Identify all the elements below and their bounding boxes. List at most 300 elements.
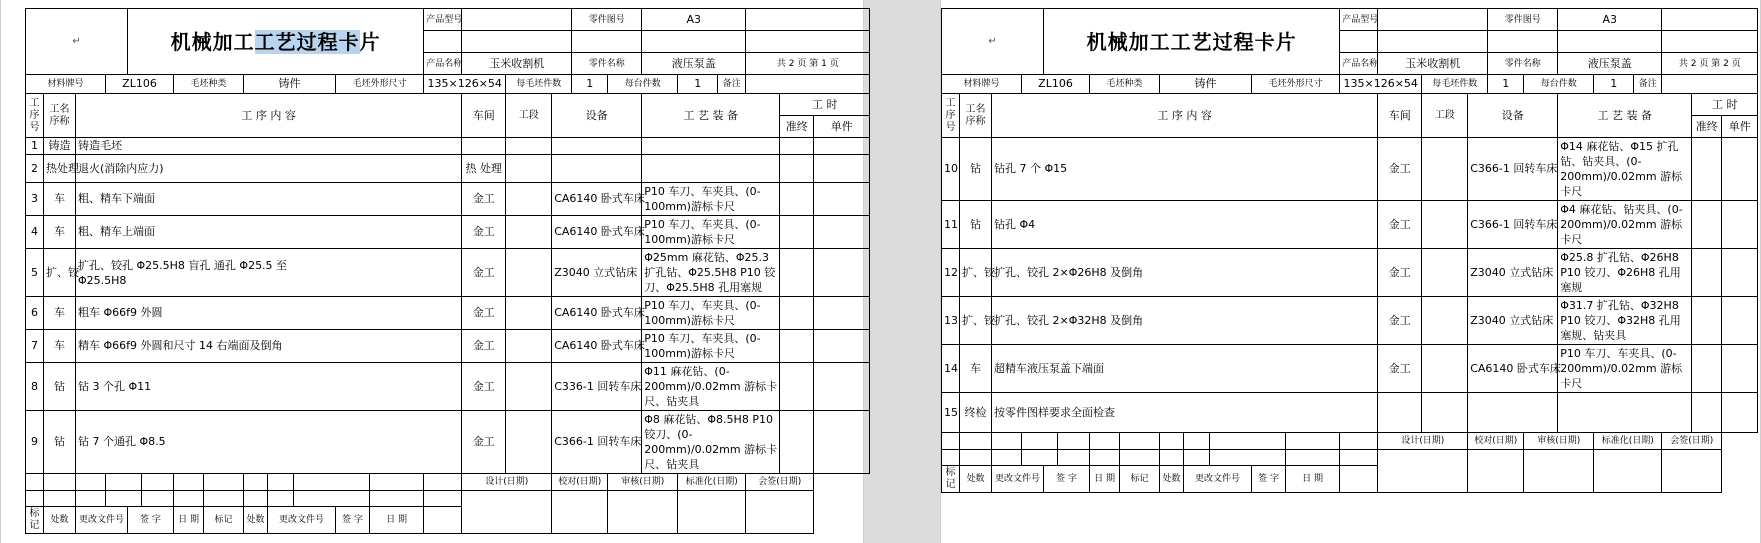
op-std <box>780 155 814 183</box>
op-equipment <box>552 138 642 155</box>
card-title: 机械加工工艺过程卡片 <box>1044 9 1340 75</box>
col-equipment: 设备 <box>552 94 642 138</box>
op-equipment: CA6140 卧式车床 <box>552 297 642 330</box>
op-tooling: P10 车刀、车夹具、(0-100mm)游标卡尺 <box>642 297 780 330</box>
op-no: 14 <box>942 345 960 393</box>
process-card-table-2 <box>941 8 1758 493</box>
col-std: 准终 <box>780 116 814 138</box>
op-section <box>1422 393 1468 433</box>
op-workshop: 金工 <box>462 363 506 411</box>
op-tooling <box>642 155 780 183</box>
op-content: 超精车液压泵盖下端面 <box>992 345 1378 393</box>
op-tooling: Φ4 麻花钻、钻夹具、(0-200mm)/0.02mm 游标卡尺 <box>1558 201 1692 249</box>
label-per-blank: 每毛坯件数 <box>506 75 572 94</box>
blank-cell <box>642 31 746 53</box>
blank-cell <box>1120 433 1160 450</box>
col-section: 工段 <box>506 94 552 138</box>
op-workshop: 金工 <box>1378 297 1422 345</box>
op-std <box>780 183 814 216</box>
op-unit <box>814 249 870 297</box>
label-countersign: 会签(日期) <box>1662 433 1722 450</box>
op-std <box>780 138 814 155</box>
blank-cell <box>204 474 244 491</box>
op-std <box>780 363 814 411</box>
op-unit <box>814 138 870 155</box>
op-tooling: Φ31.7 扩孔钻、Φ32H8 P10 铰刀、Φ32H8 孔用塞规、钻夹具 <box>1558 297 1692 345</box>
blank-cell <box>294 474 370 491</box>
blank-cell <box>1662 31 1758 53</box>
op-std <box>780 297 814 330</box>
col-hours: 工 时 <box>780 94 870 116</box>
review-sign[interactable] <box>1524 450 1594 493</box>
value-part-drawing-no[interactable]: A3 <box>642 9 746 31</box>
op-equipment: Z3040 立式钻床 <box>1468 297 1558 345</box>
op-workshop <box>1378 393 1422 433</box>
op-workshop: 金工 <box>1378 345 1422 393</box>
op-equipment: CA6140 卧式车床 <box>552 216 642 249</box>
op-std <box>780 411 814 474</box>
blank-cell <box>26 491 44 507</box>
label-proof: 校对(日期) <box>1468 433 1524 450</box>
op-no: 11 <box>942 201 960 249</box>
blank-cell <box>26 474 44 491</box>
value-part-name[interactable]: 液压泵盖 <box>642 53 746 75</box>
value-per-blank[interactable]: 1 <box>572 75 608 94</box>
blank-cell <box>174 491 204 507</box>
blank-cell <box>424 491 462 507</box>
op-workshop: 热 处理 <box>462 155 506 183</box>
op-unit <box>1722 297 1758 345</box>
col-hours: 工 时 <box>1692 94 1758 116</box>
label-count: 处数 <box>960 466 992 493</box>
op-unit <box>814 155 870 183</box>
standard-sign[interactable] <box>1594 450 1662 493</box>
op-name: 终检 <box>960 393 992 433</box>
blank-cell <box>1340 31 1378 53</box>
label-remarks: 备注 <box>718 75 746 94</box>
blank-cell <box>1286 450 1340 466</box>
label-blank-size: 毛坯外形尺寸 <box>1252 75 1340 94</box>
op-equipment: CA6140 卧式车床 <box>552 183 642 216</box>
op-section <box>506 363 552 411</box>
label-count: 处数 <box>44 507 76 534</box>
op-std <box>1692 297 1722 345</box>
op-name: 车 <box>960 345 992 393</box>
label-blank-type: 毛坯种类 <box>1090 75 1160 94</box>
value-part-drawing-no[interactable]: A3 <box>1558 9 1662 31</box>
label-mark: 标记 <box>1120 466 1160 493</box>
blank-cell <box>942 433 960 450</box>
table-row <box>942 345 1758 393</box>
op-std <box>1692 201 1722 249</box>
blank-cell <box>76 491 106 507</box>
design-sign[interactable] <box>462 491 552 534</box>
blank-cell <box>268 491 294 507</box>
op-tooling: Φ14 麻花钻、Φ15 扩孔钻、钻夹具、(0-200mm)/0.02mm 游标卡尺 <box>1558 138 1692 201</box>
col-unit: 单件 <box>814 116 870 138</box>
table-row <box>942 393 1758 433</box>
col-equipment: 设备 <box>1468 94 1558 138</box>
blank-cell <box>370 491 424 507</box>
blank-cell <box>1160 433 1184 450</box>
label-blank-type: 毛坯种类 <box>174 75 244 94</box>
label-proof: 校对(日期) <box>552 474 608 491</box>
op-workshop: 金工 <box>462 216 506 249</box>
label-design: 设计(日期) <box>462 474 552 491</box>
blank-cell <box>1058 433 1090 450</box>
op-workshop: 金工 <box>462 183 506 216</box>
op-std <box>780 330 814 363</box>
op-workshop: 金工 <box>462 330 506 363</box>
col-unit: 单件 <box>1722 116 1758 138</box>
blank-cell <box>746 31 870 53</box>
op-no: 3 <box>26 183 44 216</box>
blank-cell <box>142 491 174 507</box>
blank-cell <box>960 433 992 450</box>
op-content: 按零件图样要求全面检查 <box>992 393 1378 433</box>
op-std <box>1692 249 1722 297</box>
op-workshop: 金工 <box>462 297 506 330</box>
page-count: 共 2 页 第 1 页 <box>746 53 870 75</box>
label-part-drawing-no: 零件图号 <box>572 9 642 31</box>
value-product-model[interactable] <box>1378 9 1488 31</box>
value-material[interactable]: ZL106 <box>1022 75 1090 94</box>
op-unit <box>1722 393 1758 433</box>
op-name: 车 <box>44 297 76 330</box>
label-product-model: 产品型号 <box>1340 9 1378 31</box>
review-sign[interactable] <box>608 491 678 534</box>
col-op-no: 工序号 <box>942 94 960 138</box>
op-equipment: CA6140 卧式车床 <box>552 330 642 363</box>
label-mark: 标记 <box>204 507 244 534</box>
label-date: 日 期 <box>1286 466 1340 493</box>
op-section <box>506 249 552 297</box>
blank-cell <box>1340 466 1378 493</box>
op-std <box>780 216 814 249</box>
op-equipment: C366-1 回转车床 <box>1468 201 1558 249</box>
op-section <box>506 155 552 183</box>
document-page-2 <box>940 0 1761 543</box>
label-change-doc: 更改文件号 <box>1184 466 1252 493</box>
proof-sign[interactable] <box>552 491 608 534</box>
label-standard: 标准化(日期) <box>1594 433 1662 450</box>
label-date: 日 期 <box>174 507 204 534</box>
label-signature: 签 字 <box>1252 466 1286 493</box>
value-per-unit[interactable]: 1 <box>1594 75 1634 94</box>
op-unit <box>1722 201 1758 249</box>
value-remarks[interactable] <box>746 75 870 94</box>
label-change-doc: 更改文件号 <box>268 507 336 534</box>
blank-cell <box>1378 31 1488 53</box>
label-date: 日 期 <box>370 507 424 534</box>
blank-cell <box>1558 31 1662 53</box>
value-per-blank[interactable]: 1 <box>1488 75 1524 94</box>
op-tooling: Φ8 麻花钻、Φ8.5H8 P10 铰刀、(0-200mm)/0.02mm 游标卡尺、钻夹具 <box>642 411 780 474</box>
op-equipment: C366-1 回转车床 <box>552 411 642 474</box>
op-section <box>1422 201 1468 249</box>
label-part-drawing-no: 零件图号 <box>1488 9 1558 31</box>
op-content: 扩孔、铰孔 2×Φ32H8 及倒角 <box>992 297 1378 345</box>
op-content: 退火(消除内应力) <box>76 155 462 183</box>
label-signature: 签 字 <box>1044 466 1090 493</box>
op-no: 4 <box>26 216 44 249</box>
blank-cell <box>1184 433 1210 450</box>
op-content: 钻孔 7 个 Φ15 <box>992 138 1378 201</box>
value-blank-type[interactable]: 铸件 <box>1160 75 1252 94</box>
op-name: 钻 <box>960 201 992 249</box>
value-product-name[interactable]: 玉米收割机 <box>1378 53 1488 75</box>
table-row <box>26 330 870 363</box>
blank-cell <box>1184 450 1210 466</box>
op-unit <box>1722 345 1758 393</box>
op-equipment: C366-1 回转车床 <box>1468 138 1558 201</box>
blank-cell <box>106 474 142 491</box>
op-section <box>1422 249 1468 297</box>
table-row <box>26 155 870 183</box>
label-material: 材料牌号 <box>26 75 106 94</box>
op-no: 7 <box>26 330 44 363</box>
value-remarks[interactable] <box>1662 75 1758 94</box>
blank-cell <box>370 474 424 491</box>
op-content: 钻 7 个通孔 Φ8.5 <box>76 411 462 474</box>
blank-cell <box>1090 450 1120 466</box>
op-tooling <box>1558 393 1692 433</box>
blank-cell <box>1286 433 1340 450</box>
blank-cell <box>992 433 1022 450</box>
label-signature: 签 字 <box>128 507 174 534</box>
label-signature: 签 字 <box>336 507 370 534</box>
blank-cell <box>268 474 294 491</box>
op-no: 8 <box>26 363 44 411</box>
label-change-doc: 更改文件号 <box>76 507 128 534</box>
table-row <box>26 249 870 297</box>
table-row <box>26 183 870 216</box>
blank-cell <box>1340 450 1378 466</box>
op-tooling <box>642 138 780 155</box>
op-workshop <box>462 138 506 155</box>
card-title: 机械加工工艺过程卡片 <box>128 9 424 75</box>
label-per-unit: 每台件数 <box>1524 75 1594 94</box>
document-page-1 <box>0 0 864 543</box>
value-blank-size[interactable]: 135×126×54 <box>424 75 506 94</box>
op-unit <box>814 330 870 363</box>
label-countersign: 会签(日期) <box>746 474 814 491</box>
label-product-name: 产品名称 <box>1340 53 1378 75</box>
col-op-name: 工名序称 <box>44 94 76 138</box>
op-equipment: CA6140 卧式车床 <box>1468 345 1558 393</box>
op-workshop: 金工 <box>1378 138 1422 201</box>
op-tooling: P10 车刀、车夹具、(0-100mm)游标卡尺 <box>642 330 780 363</box>
op-tooling: Φ11 麻花钻、(0-200mm)/0.02mm 游标卡尺、钻夹具 <box>642 363 780 411</box>
op-unit <box>1722 138 1758 201</box>
blank-cell <box>992 450 1022 466</box>
op-content: 钻 3 个孔 Φ11 <box>76 363 462 411</box>
op-workshop: 金工 <box>1378 249 1422 297</box>
label-count: 处数 <box>244 507 268 534</box>
label-design: 设计(日期) <box>1378 433 1468 450</box>
op-tooling: Φ25.8 扩孔钻、Φ26H8 P10 铰刀、Φ26H8 孔用塞规 <box>1558 249 1692 297</box>
op-unit <box>814 216 870 249</box>
countersign-sign[interactable] <box>1662 450 1722 493</box>
op-tooling: P10 车刀、车夹具、(0-100mm)游标卡尺 <box>642 183 780 216</box>
blank-cell <box>1210 433 1286 450</box>
label-part-name: 零件名称 <box>572 53 642 75</box>
countersign-sign[interactable] <box>746 491 814 534</box>
page-count: 共 2 页 第 2 页 <box>1662 53 1758 75</box>
op-name: 扩、铰 <box>960 297 992 345</box>
op-name: 钻 <box>960 138 992 201</box>
col-workshop: 车间 <box>462 94 506 138</box>
op-name: 铸造 <box>44 138 76 155</box>
op-no: 6 <box>26 297 44 330</box>
label-blank-size: 毛坯外形尺寸 <box>336 75 424 94</box>
label-mark: 标记 <box>26 507 44 534</box>
op-equipment: C336-1 回转车床 <box>552 363 642 411</box>
op-name: 车 <box>44 330 76 363</box>
op-no: 1 <box>26 138 44 155</box>
op-std <box>1692 345 1722 393</box>
op-content: 扩孔、铰孔 2×Φ26H8 及倒角 <box>992 249 1378 297</box>
label-standard: 标准化(日期) <box>678 474 746 491</box>
op-name: 热处理 <box>44 155 76 183</box>
table-row <box>942 297 1758 345</box>
label-count: 处数 <box>1160 466 1184 493</box>
label-mark: 标记 <box>942 466 960 493</box>
blank-cell <box>106 491 142 507</box>
blank-cell <box>1022 433 1058 450</box>
value-per-unit[interactable]: 1 <box>678 75 718 94</box>
label-per-blank: 每毛坯件数 <box>1422 75 1488 94</box>
value-extra[interactable] <box>1662 9 1758 31</box>
blank-cell <box>462 31 572 53</box>
op-equipment <box>552 155 642 183</box>
op-no: 12 <box>942 249 960 297</box>
blank-cell <box>244 491 268 507</box>
op-name: 钻 <box>44 363 76 411</box>
col-std: 准终 <box>1692 116 1722 138</box>
op-section <box>506 411 552 474</box>
op-no: 9 <box>26 411 44 474</box>
value-blank-size[interactable]: 135×126×54 <box>1340 75 1422 94</box>
op-content: 扩孔、铰孔 Φ25.5H8 盲孔 通孔 Φ25.5 至 Φ25.5H8 <box>76 249 462 297</box>
value-extra[interactable] <box>746 9 870 31</box>
label-part-name: 零件名称 <box>1488 53 1558 75</box>
op-section <box>1422 345 1468 393</box>
op-content: 粗、精车下端面 <box>76 183 462 216</box>
blank-cell <box>244 474 268 491</box>
blank-cell <box>44 491 76 507</box>
label-review: 审核(日期) <box>608 474 678 491</box>
blank-cell <box>1058 450 1090 466</box>
op-section <box>1422 297 1468 345</box>
standard-sign[interactable] <box>678 491 746 534</box>
blank-cell <box>424 474 462 491</box>
op-std <box>780 249 814 297</box>
label-material: 材料牌号 <box>942 75 1022 94</box>
op-unit <box>814 297 870 330</box>
op-content: 粗、精车上端面 <box>76 216 462 249</box>
op-section <box>506 330 552 363</box>
value-product-model[interactable] <box>462 9 572 31</box>
blank-cell <box>424 31 462 53</box>
table-row <box>942 138 1758 201</box>
blank-cell <box>1022 450 1058 466</box>
op-section <box>506 216 552 249</box>
value-part-name[interactable]: 液压泵盖 <box>1558 53 1662 75</box>
label-change-doc: 更改文件号 <box>992 466 1044 493</box>
op-tooling: Φ25mm 麻花钻、Φ25.3 扩孔钻、Φ25.5H8 P10 铰刀、Φ25.5H8 孔用塞规 <box>642 249 780 297</box>
value-blank-type[interactable]: 铸件 <box>244 75 336 94</box>
blank-cell <box>572 31 642 53</box>
blank-cell <box>1090 433 1120 450</box>
op-name: 扩、铰 <box>960 249 992 297</box>
op-no: 13 <box>942 297 960 345</box>
op-name: 钻 <box>44 411 76 474</box>
op-no: 15 <box>942 393 960 433</box>
table-row <box>942 249 1758 297</box>
header-blank: ↵ <box>26 9 128 75</box>
blank-cell <box>1120 450 1160 466</box>
label-per-unit: 每台件数 <box>608 75 678 94</box>
blank-cell <box>1340 433 1378 450</box>
table-row <box>26 216 870 249</box>
op-section <box>506 138 552 155</box>
op-std <box>1692 393 1722 433</box>
blank-cell <box>294 491 370 507</box>
op-content: 钻孔 Φ4 <box>992 201 1378 249</box>
op-std <box>1692 138 1722 201</box>
blank-cell <box>1210 450 1286 466</box>
col-op-name: 工名序称 <box>960 94 992 138</box>
op-unit <box>1722 249 1758 297</box>
table-row <box>26 363 870 411</box>
op-unit <box>814 363 870 411</box>
label-date: 日 期 <box>1090 466 1120 493</box>
op-no: 5 <box>26 249 44 297</box>
blank-cell <box>942 450 960 466</box>
table-row <box>26 411 870 474</box>
label-product-model: 产品型号 <box>424 9 462 31</box>
op-workshop: 金工 <box>462 411 506 474</box>
label-remarks: 备注 <box>1634 75 1662 94</box>
blank-cell <box>1488 31 1558 53</box>
design-sign[interactable] <box>1378 450 1468 493</box>
blank-cell <box>142 474 174 491</box>
op-equipment <box>1468 393 1558 433</box>
op-workshop: 金工 <box>1378 201 1422 249</box>
col-op-no: 工序号 <box>26 94 44 138</box>
col-op-content: 工 序 内 容 <box>76 94 462 138</box>
op-content: 精车 Φ66f9 外圆和尺寸 14 右端面及倒角 <box>76 330 462 363</box>
op-unit <box>814 183 870 216</box>
table-row <box>942 201 1758 249</box>
proof-sign[interactable] <box>1468 450 1524 493</box>
value-material[interactable]: ZL106 <box>106 75 174 94</box>
op-name: 车 <box>44 216 76 249</box>
op-tooling: P10 车刀、车夹具、(0-200mm)/0.02mm 游标卡尺 <box>1558 345 1692 393</box>
process-card-table-1 <box>25 8 870 534</box>
value-product-name[interactable]: 玉米收割机 <box>462 53 572 75</box>
op-section <box>506 297 552 330</box>
op-tooling: P10 车刀、车夹具、(0-100mm)游标卡尺 <box>642 216 780 249</box>
op-section <box>506 183 552 216</box>
blank-cell <box>44 474 76 491</box>
blank-cell <box>1160 450 1184 466</box>
label-product-name: 产品名称 <box>424 53 462 75</box>
op-content: 粗车 Φ66f9 外圆 <box>76 297 462 330</box>
blank-cell <box>76 474 106 491</box>
header-blank: ↵ <box>942 9 1044 75</box>
